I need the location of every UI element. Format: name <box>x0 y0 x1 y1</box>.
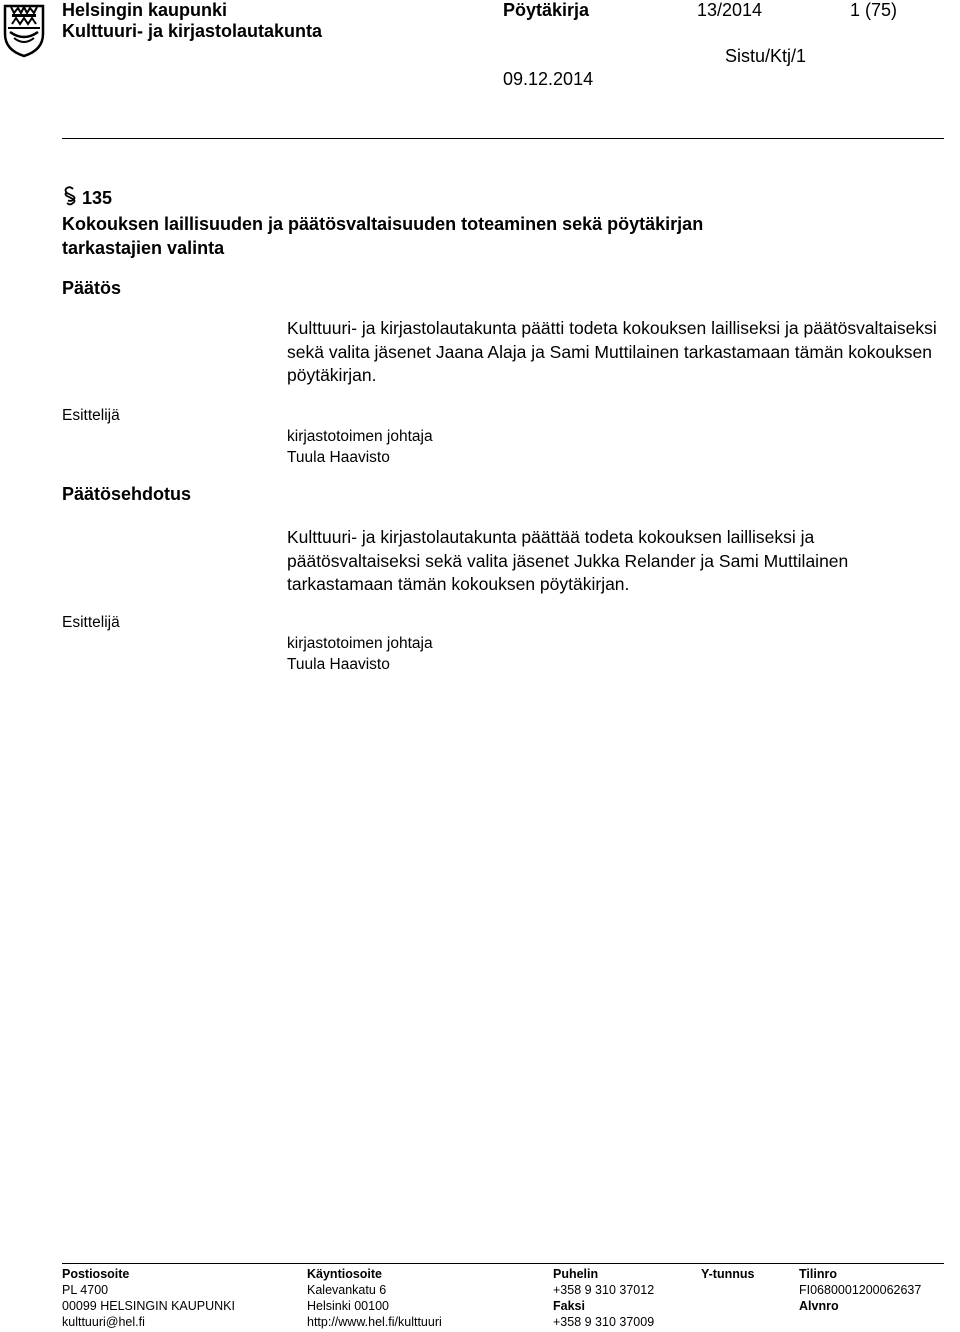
footer-vat-heading: Alvnro <box>799 1299 839 1313</box>
presenter-title: kirjastotoimen johtaja <box>287 428 433 445</box>
footer-phone-heading: Puhelin <box>553 1267 599 1281</box>
page-number: 1 (75) <box>850 0 898 20</box>
footer-phone-number: +358 9 310 37012 <box>553 1283 655 1297</box>
footer-visiting-line1: Kalevankatu 6 <box>307 1283 387 1297</box>
proposal-label: Päätösehdotus <box>62 484 192 504</box>
presenter-label: Esittelijä <box>62 407 120 424</box>
footer-account-heading: Tilinro <box>799 1267 837 1281</box>
proposal-presenter-block <box>287 633 433 675</box>
decision-text: Kulttuuri- ja kirjastolautakunta päätti todeta kokouksen lailliseksi ja päätösvaltaiseksi sekä valita jäsenet Jaana Alaja ja Sami Muttilainen tarkastamaan tämän kokouksen pöytäkirjan. <box>287 318 937 385</box>
meeting-date: 09.12.2014 <box>503 69 594 89</box>
footer-visiting-heading: Käyntiosoite <box>307 1267 383 1281</box>
section-sign-icon <box>62 186 78 206</box>
document-type: Pöytäkirja <box>503 0 590 20</box>
presenter-name: Tuula Haavisto <box>287 449 390 466</box>
footer-postal-line1: PL 4700 <box>62 1283 109 1297</box>
footer-fax-number: +358 9 310 37009 <box>553 1315 655 1329</box>
proposal-text: Kulttuuri- ja kirjastolautakunta päättää todeta kokouksen lailliseksi ja päätösvaltaiseksi sekä valita jäsenet Jukka Relander ja Sami Muttilainen tarkastamaan tämän kokouksen pöytäkirjan. <box>287 527 849 594</box>
decision-label: Päätös <box>62 278 122 298</box>
footer-website-link[interactable]: http://www.hel.fi/kulttuuri <box>307 1315 442 1329</box>
organization-name: Helsingin kaupunki <box>62 0 228 20</box>
footer-account-number: FI0680001200062637 <box>799 1283 922 1297</box>
proposal-presenter-name: Tuula Haavisto <box>287 656 390 673</box>
committee-name: Kulttuuri- ja kirjastolautakunta <box>62 21 323 41</box>
footer-fax-heading: Faksi <box>553 1299 585 1313</box>
proposal-presenter-title: kirjastotoimen johtaja <box>287 635 433 652</box>
section-number: 135 <box>82 188 113 208</box>
proposal-presenter-label: Esittelijä <box>62 614 120 631</box>
header-divider <box>62 138 944 139</box>
meeting-number: 13/2014 <box>697 0 763 20</box>
section-title: Kokouksen laillisuuden ja päätösvaltaisuuden toteaminen sekä pöytäkirjan tarkastajien valinta <box>62 214 704 258</box>
footer-email-link[interactable]: kulttuuri@hel.fi <box>62 1315 145 1329</box>
footer-business-id-heading: Y-tunnus <box>701 1267 755 1281</box>
footer-visiting-line2: Helsinki 00100 <box>307 1299 389 1313</box>
helsinki-crest-icon <box>2 4 46 58</box>
presenter-block <box>287 426 433 468</box>
footer-divider <box>62 1263 944 1264</box>
footer-postal-line2: 00099 HELSINGIN KAUPUNKI <box>62 1299 235 1313</box>
reference-code: Sistu/Ktj/1 <box>725 46 807 66</box>
footer-postal-heading: Postiosoite <box>62 1267 130 1281</box>
